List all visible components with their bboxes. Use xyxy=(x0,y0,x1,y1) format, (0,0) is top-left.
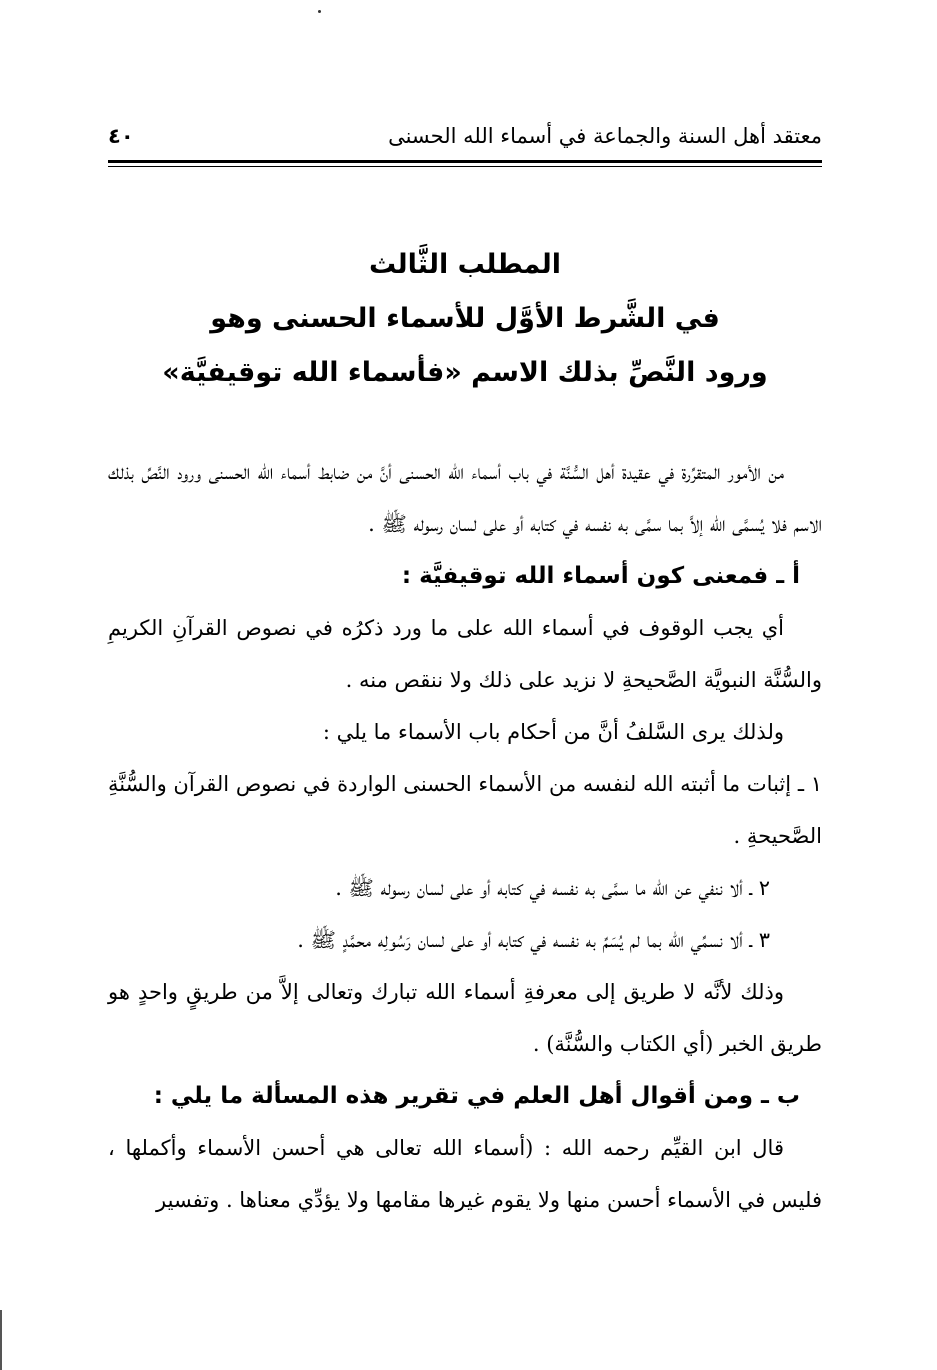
running-title: معتقد أهل السنة والجماعة في أسماء الله الحسنى xyxy=(388,124,822,148)
paragraph-reason: وذلك لأنَّه لا طريق إلى معرفةِ أسماء الله تبارك وتعالى إلاَّ من طريقٍ واحدٍ هو طريق الخبر (أي الكتاب والسُّنَّة) . xyxy=(108,980,822,1056)
header-rule-thin xyxy=(108,166,822,167)
section-title xyxy=(108,238,822,400)
paragraph-meaning: أي يجب الوقوف في أسماء الله على ما ورد ذكرُه في نصوص القرآنِ الكريمِ والسُّنَّة النبويَّة الصَّحيحةِ لا نزيد على ذلك ولا ننقص منه . xyxy=(108,616,822,692)
speck-mark xyxy=(318,10,321,13)
paragraph-intro: من الأمور المتقرِّرة في عقيدة أهل السُّنَّة في باب أسماء الله الحسنى أنَّ من ضابط أسماء الله الحسنى ورود النَّصِّ بذلك الاسم فلا يُسمَّى الله إلاَّ بما سمَّى به نفسه في كتابه أو على لسان رسوله ﷺ . xyxy=(108,460,822,536)
header-rule xyxy=(108,160,822,163)
page-number: ٤٠ xyxy=(108,124,134,148)
body-text xyxy=(108,446,822,1226)
list-item-2: ٢ ـ ألا ننفي عن الله ما سمَّى به نفسه في كتابه أو على لسان رسوله ﷺ . xyxy=(335,876,770,900)
paragraph-salaf: ولذلك يرى السَّلفُ أنَّ من أحكام باب الأسماء ما يلي : xyxy=(322,720,784,744)
page-header xyxy=(108,120,822,162)
subheading-a: أ ـ فمعنى كون أسماء الله توقيفيَّة : xyxy=(401,563,800,589)
title-line-2: في الشَّرط الأوَّل للأسماء الحسنى وهو xyxy=(210,303,720,334)
list-item-3: ٣ ـ ألا نسمِّي الله بما لم يُسَمِّ به نفسه في كتابه أو على لسان رَسُولِه محمَّدٍ ﷺ . xyxy=(297,928,770,952)
list-item-1: ١ ـ إثبات ما أثبته الله لنفسه من الأسماء الحسنى الواردة في نصوص القرآن والسُّنَّةِ الصَّحيحةِ . xyxy=(108,772,822,848)
scan-edge-mark xyxy=(0,1310,2,1370)
subheading-b: ب ـ ومن أقوال أهل العلم في تقرير هذه المسألة ما يلي : xyxy=(153,1083,800,1109)
title-line-3: ورود النَّصِّ بذلك الاسم «فأسماء الله توقيفيَّة» xyxy=(162,357,768,388)
title-line-1: المطلب الثَّالث xyxy=(368,249,562,280)
paragraph-quote: قال ابن القيِّم رحمه الله : (أسماء الله تعالى هي أحسن الأسماء وأكملها ، فليس في الأسماء أحسن منها ولا يقوم غيرها مقامها ولا يؤدِّي معناها . وتفسير xyxy=(108,1136,822,1212)
